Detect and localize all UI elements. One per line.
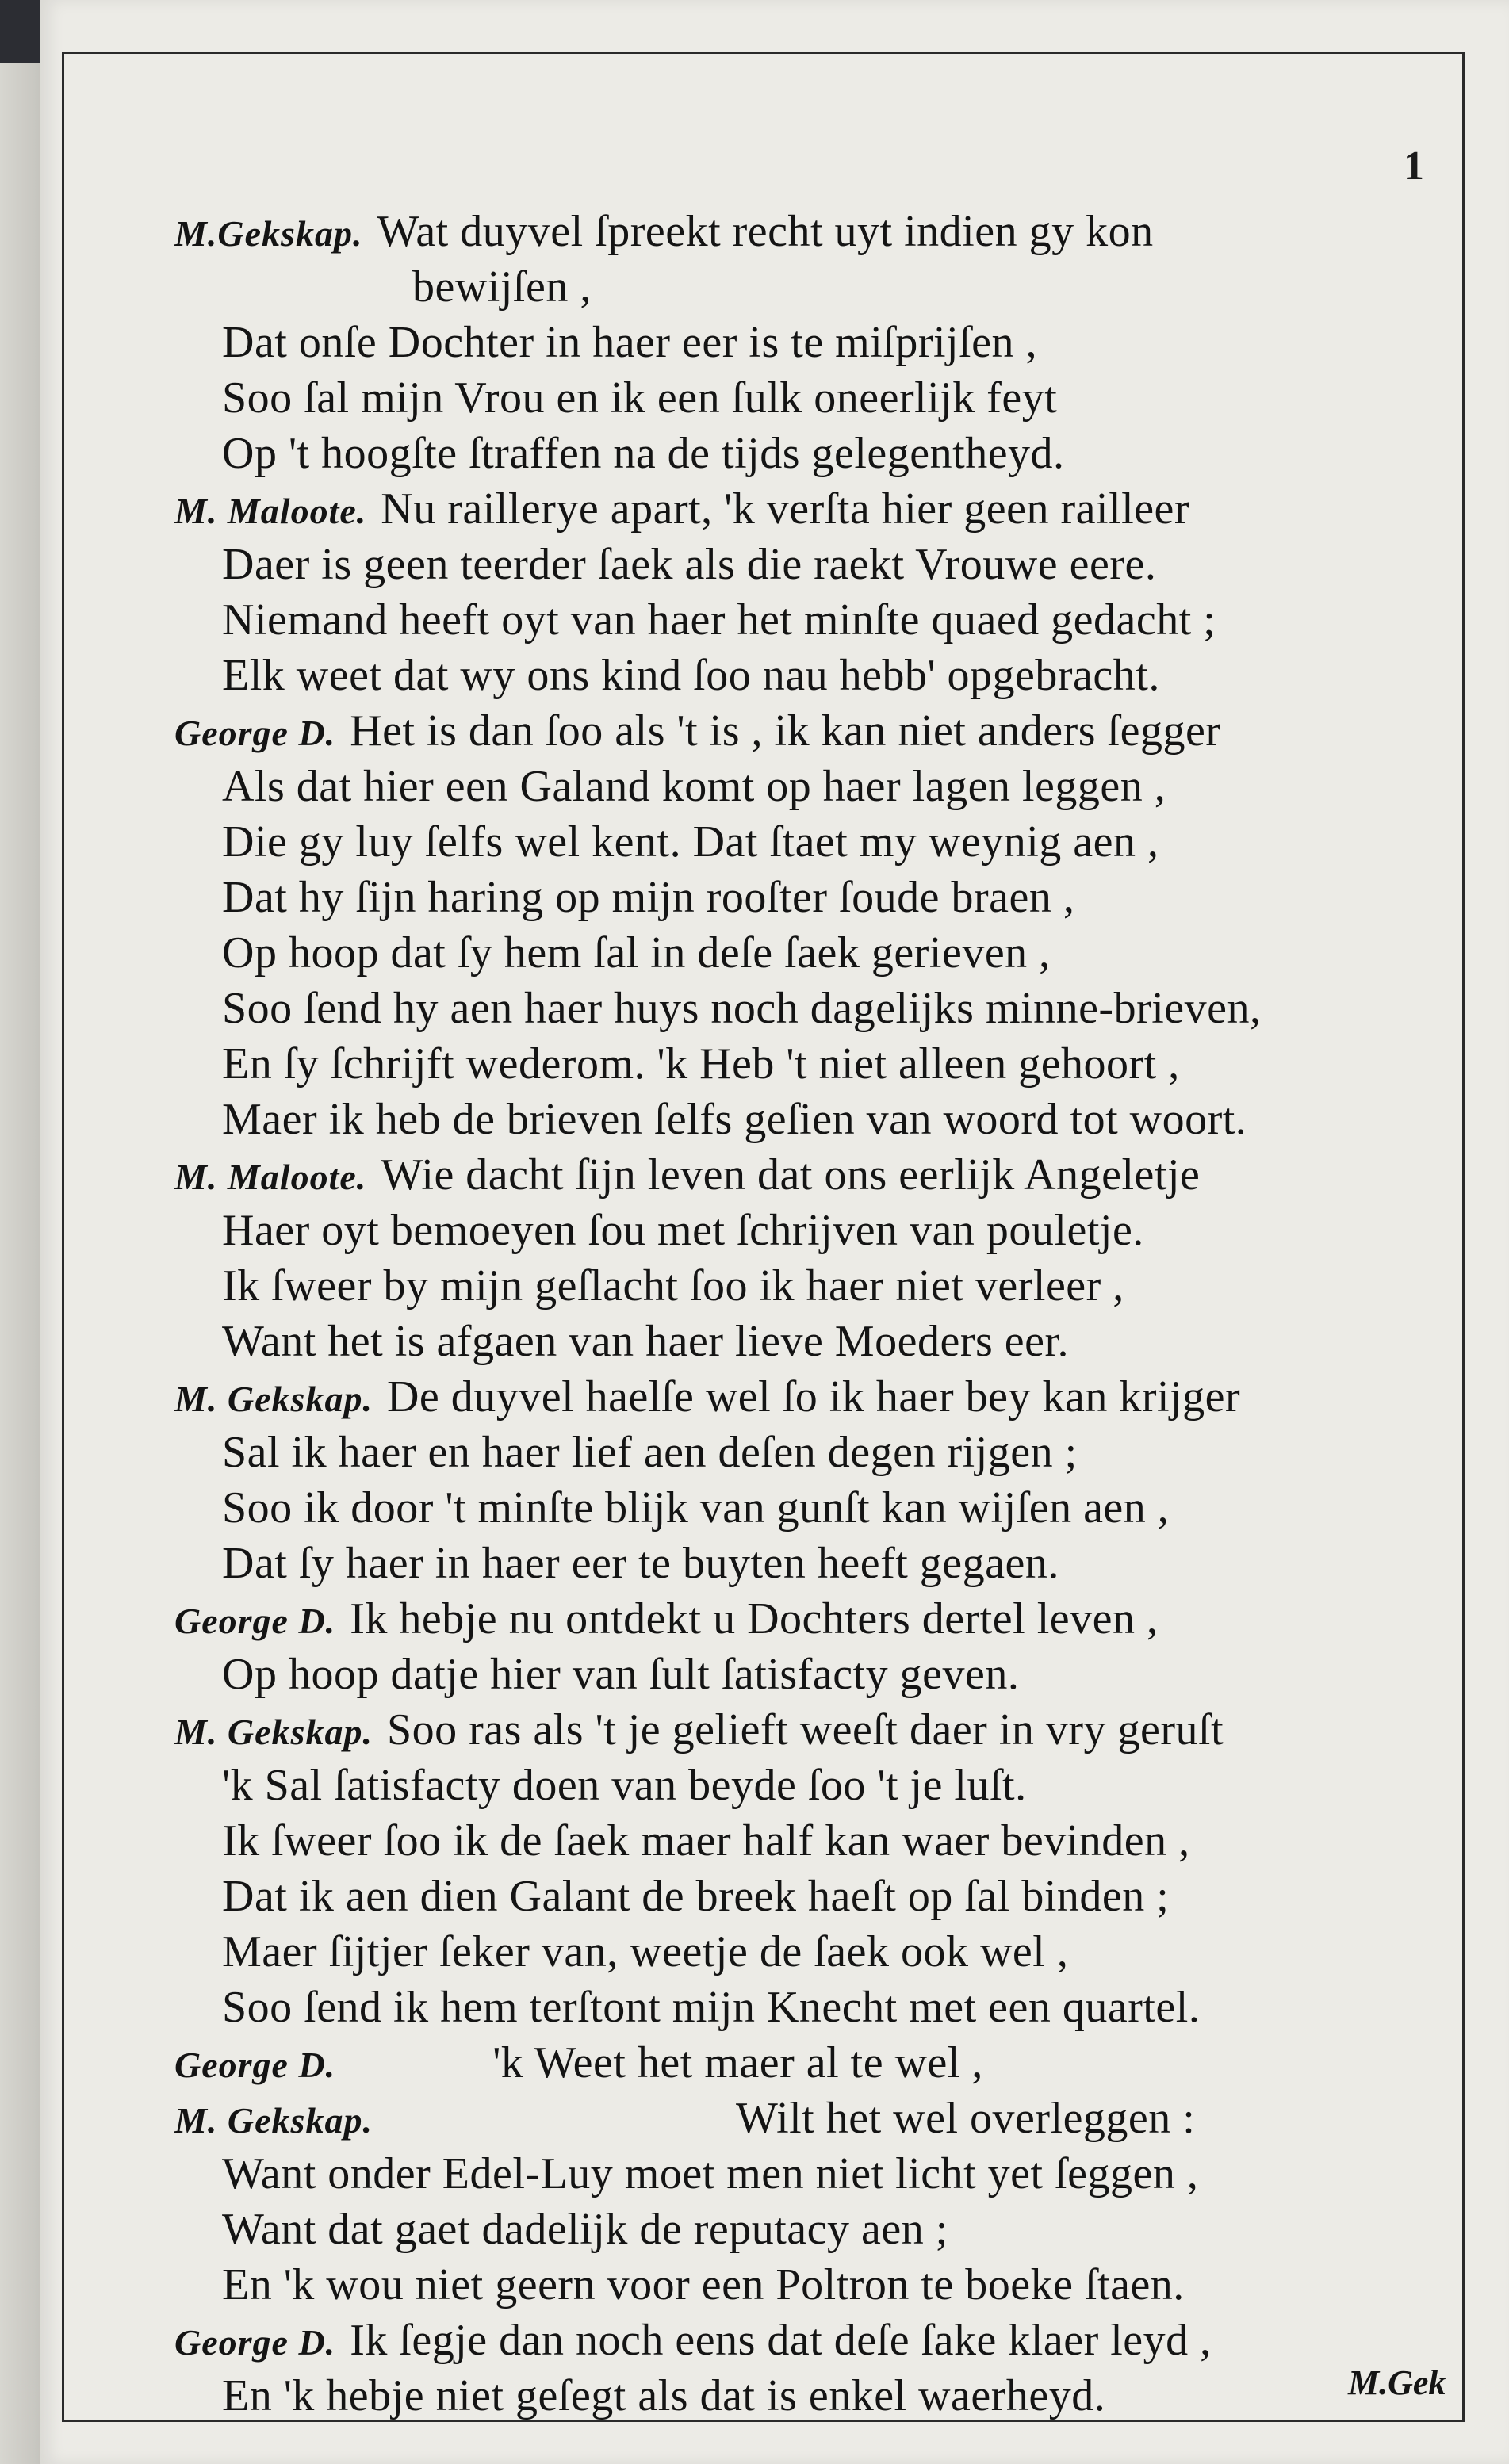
verse-text: Soo ik door 't minſte blijk van gunſt kan wijſen aen ,	[222, 1483, 1170, 1532]
verse-text: Ik ſweer by mijn geſlacht ſoo ik haer niet verleer ,	[222, 1261, 1124, 1310]
speaker-name: M. Gekskap.	[174, 2100, 373, 2141]
speaker-name: M. Maloote.	[174, 1157, 367, 1197]
verse-text: Niemand heeft oyt van haer het minſte quaed gedacht ;	[222, 595, 1216, 645]
speaker-name: George D.	[174, 2322, 336, 2363]
verse-line	[222, 2370, 1105, 2421]
verse-text: Want dat gaet dadelijk de reputacy aen ;	[222, 2205, 948, 2254]
verse-line	[174, 2037, 983, 2088]
verse-line	[222, 1926, 1068, 1977]
verse-text: Soo ſal mijn Vrou en ik een ſulk oneerlijk feyt	[222, 373, 1058, 423]
verse-text: bewijſen ,	[412, 262, 592, 312]
verse-text: Op hoop dat ſy hem ſal in deſe ſaek gerieven ,	[222, 928, 1051, 978]
verse-text: Die gy luy ſelfs wel kent. Dat ſtaet my weynig aen ,	[222, 817, 1159, 867]
verse-line	[412, 262, 592, 312]
speaker-name: M. Gekskap.	[174, 1712, 373, 1752]
verse-line	[174, 706, 1220, 756]
verse-line	[174, 1372, 1240, 1422]
verse-text: Dat hy ſijn haring op mijn rooſter ſoude braen ,	[222, 873, 1075, 922]
verse-line	[222, 1261, 1124, 1311]
verse-text: Ik ſweer ſoo ik de ſaek maer half kan waer bevinden ,	[222, 1816, 1190, 1865]
verse-text: En 'k hebje niet geſegt als dat is enkel waerheyd.	[222, 2371, 1106, 2420]
verse-line	[222, 1316, 1069, 1367]
verse-line	[222, 1815, 1190, 1866]
verse-line	[222, 1871, 1169, 1922]
catchword: M.Gek	[1348, 2363, 1446, 2402]
verse-text: Maer ik heb de brieven ſelfs geſien van woord tot woort.	[222, 1095, 1247, 1144]
verse-text: Op hoop datje hier van ſult ſatisfacty geven.	[222, 1650, 1020, 1699]
verse-line	[222, 317, 1037, 368]
verse-text: Sal ik haer en haer lief aen deſen degen rijgen ;	[222, 1428, 1078, 1477]
book-page	[40, 0, 1509, 2464]
verse-line	[222, 539, 1156, 590]
verse-text: Het is dan ſoo als 't is , ik kan niet anders ſegger	[350, 706, 1221, 756]
verse-text: Soo ras als 't je gelieft weeſt daer in vry geruſt	[386, 1705, 1224, 1754]
verse-line	[222, 428, 1065, 479]
verse-line	[222, 1427, 1078, 1478]
verse-line	[222, 595, 1216, 645]
verse-text: Elk weet dat wy ons kind ſoo nau hebb' opgebracht.	[222, 651, 1160, 700]
verse-text: Ik hebje nu ontdekt u Dochters dertel leven ,	[350, 1594, 1159, 1643]
verse-text: Maer ſijtjer ſeker van, weetje de ſaek ook wel ,	[222, 1927, 1069, 1976]
verse-text: Soo ſend hy aen haer huys noch dagelijks minne-brieven,	[222, 984, 1262, 1033]
verse-line	[222, 2204, 948, 2255]
verse-text: Wie dacht ſijn leven dat ons eerlijk Angeletje	[381, 1150, 1201, 1199]
verse-line	[222, 817, 1159, 867]
verse-text: Dat ſy haer in haer eer te buyten heeft gegaen.	[222, 1539, 1059, 1588]
verse-line	[222, 1649, 1019, 1700]
verse-text: Want onder Edel-Luy moet men niet licht yet ſeggen ,	[222, 2149, 1199, 2198]
verse-line	[174, 2315, 1212, 2366]
verse-line	[174, 1594, 1158, 1644]
verse-line	[222, 2259, 1185, 2310]
verse-text: 'k Weet het maer al te wel ,	[492, 2038, 983, 2087]
verse-text: Op 't hoogſte ſtraffen na de tijds gelegentheyd.	[222, 429, 1065, 478]
speaker-name: M. Maloote.	[174, 491, 367, 531]
page-number: 1	[1404, 143, 1424, 189]
verse-text: Als dat hier een Galand komt op haer lagen leggen ,	[222, 762, 1166, 811]
verse-text: Dat ik aen dien Galant de breek haeſt op ſal binden ;	[222, 1872, 1170, 1921]
verse-text: En 'k wou niet geern voor een Poltron te boeke ſtaen.	[222, 2260, 1185, 2309]
verse-text: Soo ſend ik hem terſtont mijn Knecht met een quartel.	[222, 1983, 1201, 2032]
verse-line	[174, 206, 1154, 257]
verse-line	[222, 983, 1262, 1034]
verse-text: De duyvel haelſe wel ſo ik haer bey kan krijger	[386, 1372, 1241, 1421]
verse-line	[222, 761, 1166, 812]
verse-line	[222, 650, 1160, 701]
verse-text: Wat duyvel ſpreekt recht uyt indien gy kon	[377, 207, 1154, 256]
verse-text: Wilt het wel overleggen :	[735, 2094, 1196, 2143]
verse-line	[222, 1039, 1180, 1089]
verse-line	[222, 1760, 1027, 1811]
verse-line	[222, 1538, 1059, 1589]
speaker-name: M. Gekskap.	[174, 1379, 373, 1419]
verse-line	[222, 1483, 1169, 1533]
speaker-name: George D.	[174, 1601, 336, 1641]
verse-line	[222, 2148, 1198, 2199]
verse-line	[222, 928, 1051, 978]
verse-line	[222, 1094, 1247, 1145]
verse-line	[222, 1982, 1200, 2033]
verse-text: Haer oyt bemoeyen ſou met ſchrijven van pouletje.	[222, 1206, 1144, 1255]
verse-text: Want het is afgaen van haer lieve Moeders eer.	[222, 1317, 1070, 1366]
speaker-name: George D.	[174, 2045, 336, 2085]
verse-text: 'k Sal ſatisfacty doen van beyde ſoo 't je luſt.	[222, 1761, 1027, 1810]
verse-line	[222, 872, 1074, 923]
speaker-name: George D.	[174, 713, 336, 753]
verse-line	[174, 484, 1189, 534]
verse-line	[174, 1705, 1224, 1755]
verse-text: Nu raillerye apart, 'k verſta hier geen railleer	[381, 484, 1190, 534]
verse-line	[174, 2093, 1195, 2144]
verse-text: Ik ſegje dan noch eens dat deſe ſake klaer leyd ,	[350, 2316, 1212, 2365]
speaker-name: M.Gekskap.	[174, 213, 363, 254]
verse-line	[222, 1205, 1144, 1256]
verse-text: Daer is geen teerder ſaek als die raekt Vrouwe eere.	[222, 540, 1157, 589]
verse-text: En ſy ſchrijft wederom. 'k Heb 't niet alleen gehoort ,	[222, 1039, 1180, 1089]
verse-line	[222, 373, 1057, 423]
verse-text: Dat onſe Dochter in haer eer is te miſprijſen ,	[222, 318, 1038, 367]
verse-line	[174, 1150, 1200, 1200]
